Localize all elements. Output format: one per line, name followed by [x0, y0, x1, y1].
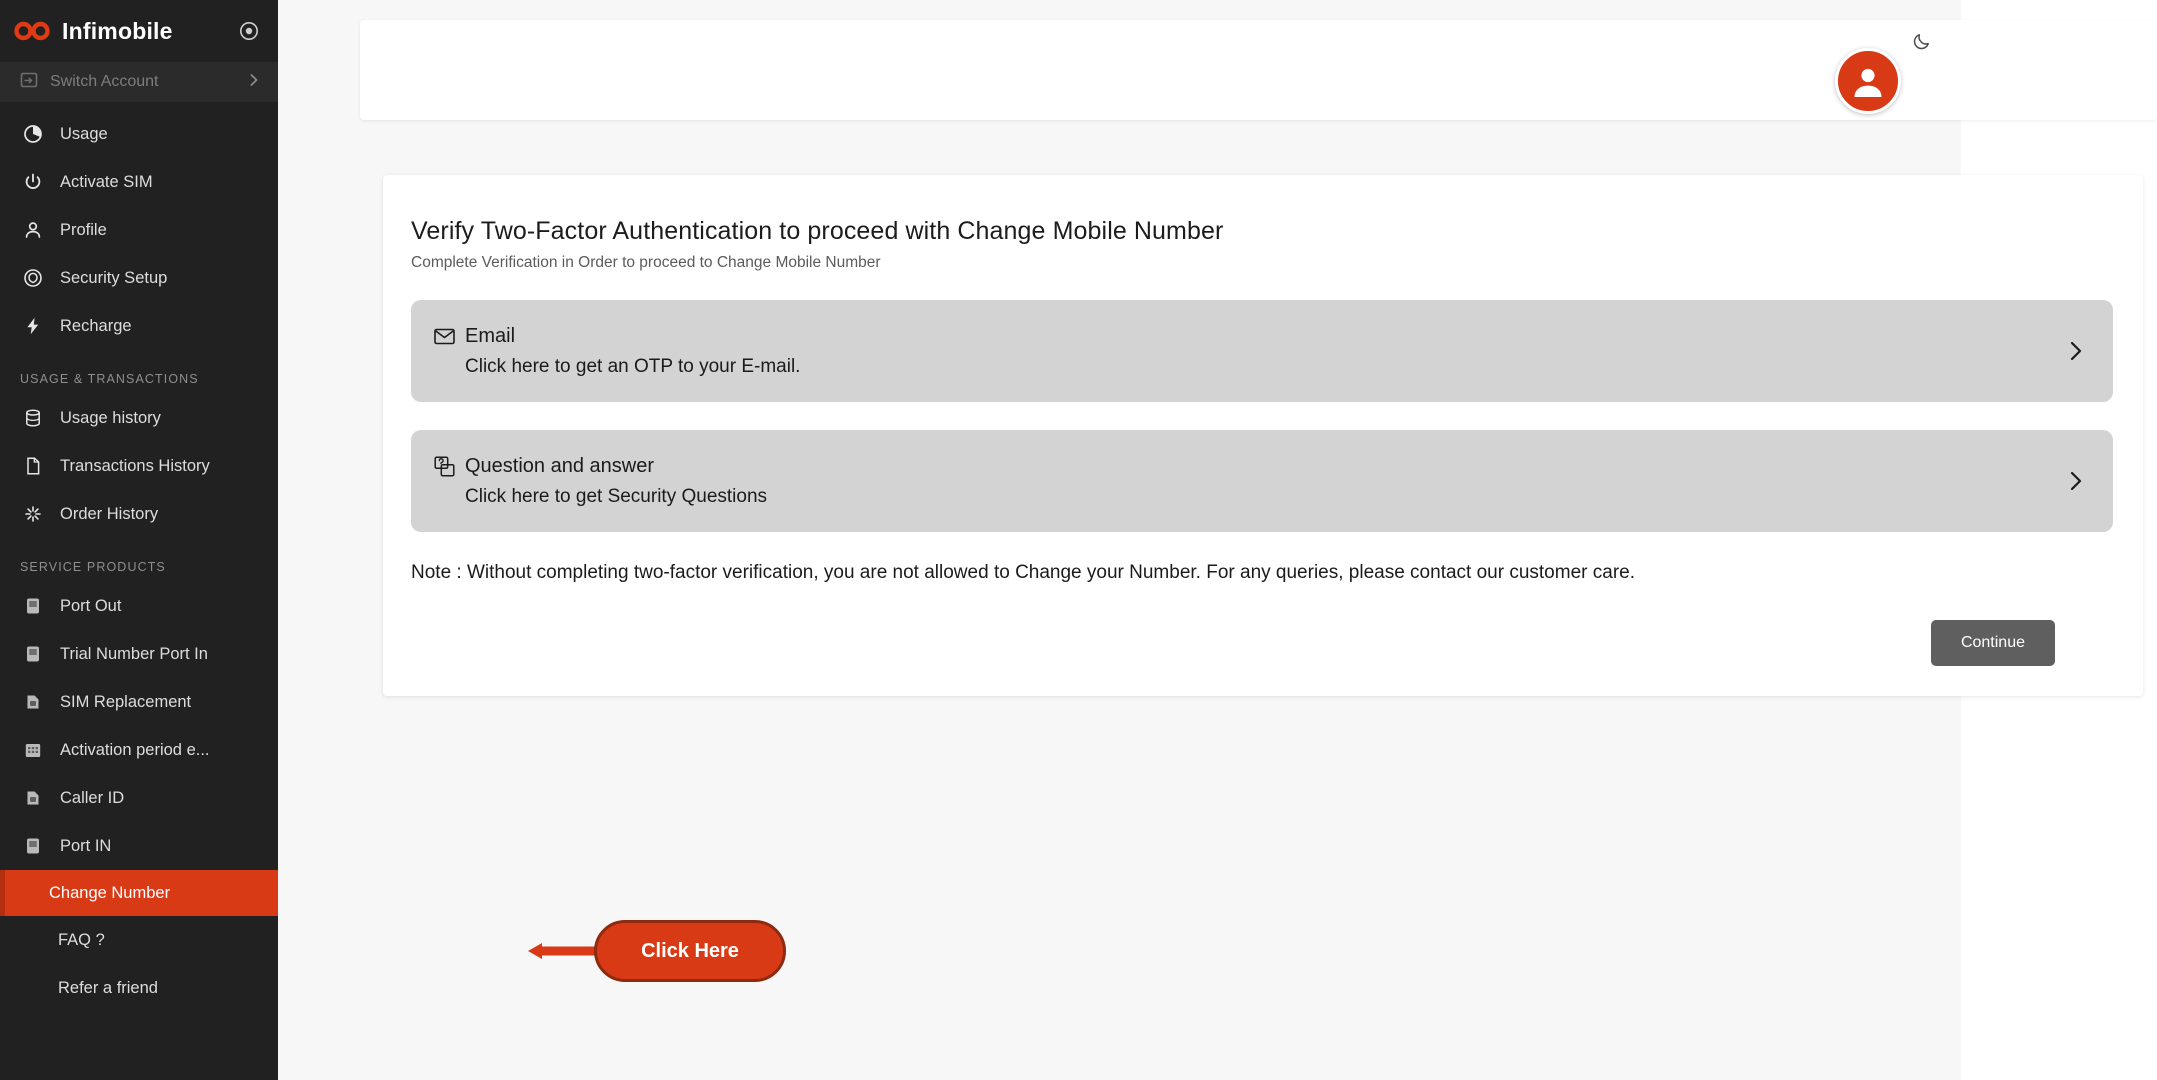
sidebar	[0, 0, 278, 1080]
page-title: Verify Two-Factor Authentication to proceed with Change Mobile Number	[411, 217, 1224, 245]
switch-account-label: Switch Account	[50, 73, 159, 90]
sidebar-item-label: Usage history	[60, 408, 161, 427]
database-icon	[22, 407, 44, 429]
verification-note: Note : Without completing two-factor verification, you are not allowed to Change your Number. For any queries, please contact our customer care.	[411, 562, 1635, 583]
power-icon	[22, 171, 44, 193]
calendar-icon	[22, 739, 44, 761]
brand-name: Infimobile	[62, 17, 173, 44]
main-content	[278, 0, 2025, 1080]
sidebar-item-label: Usage	[60, 124, 108, 143]
sidebar-item-label: Change Number	[49, 883, 171, 902]
continue-button[interactable]: Continue	[1931, 620, 2055, 666]
option-email-title: Email	[465, 324, 516, 347]
option-email-body	[433, 325, 2063, 378]
sidebar-item-label: SIM Replacement	[60, 692, 192, 711]
sidebar-item-profile[interactable]	[0, 206, 278, 254]
click-here-callout	[594, 920, 786, 982]
sidebar-item-faq[interactable]	[0, 916, 278, 964]
chevron-right-icon	[248, 73, 260, 92]
card-actions	[411, 620, 2113, 666]
sidebar-nav	[0, 102, 278, 1012]
port-in-icon	[22, 643, 44, 665]
sidebar-item-usage-history[interactable]	[0, 394, 278, 442]
sidebar-item-activate-sim[interactable]	[0, 158, 278, 206]
callout-label: Click Here	[641, 939, 739, 962]
sidebar-item-label: Transactions History	[60, 456, 210, 475]
sidebar-item-label: Profile	[60, 220, 107, 239]
switch-account-icon	[20, 71, 38, 94]
sidebar-item-label: Caller ID	[60, 788, 125, 807]
port-out-icon	[22, 595, 44, 617]
sidebar-item-recharge[interactable]	[0, 302, 278, 350]
bolt-icon	[22, 315, 44, 337]
sidebar-item-label: Activation period e...	[60, 740, 210, 759]
sidebar-item-activation-period[interactable]	[0, 726, 278, 774]
sidebar-item-transactions-history[interactable]	[0, 442, 278, 490]
option-question-and-answer[interactable]	[411, 430, 2113, 532]
sidebar-item-port-in[interactable]	[0, 822, 278, 870]
target-icon[interactable]	[238, 20, 260, 42]
chevron-right-icon	[2063, 468, 2089, 494]
sidebar-item-port-out[interactable]	[0, 582, 278, 630]
sidebar-section-service-products: SERVICE PRODUCTS	[20, 560, 166, 574]
question-answer-icon	[433, 455, 455, 477]
sim-card-icon	[22, 691, 44, 713]
sidebar-item-label: FAQ ?	[58, 930, 105, 949]
sidebar-item-security-setup[interactable]	[0, 254, 278, 302]
sparkle-icon	[22, 503, 44, 525]
infinity-icon	[14, 18, 50, 44]
dark-mode-moon-icon[interactable]	[1911, 30, 1933, 52]
port-in-icon	[22, 835, 44, 857]
document-icon	[22, 455, 44, 477]
sidebar-item-label: Order History	[60, 504, 159, 523]
shield-icon	[22, 267, 44, 289]
sidebar-item-label: Security Setup	[60, 268, 168, 287]
option-email[interactable]	[411, 300, 2113, 402]
sidebar-item-switch-account[interactable]	[0, 62, 278, 102]
option-qa-title: Question and answer	[465, 454, 655, 477]
envelope-icon	[433, 325, 455, 347]
sidebar-item-trial-number-port-in[interactable]	[0, 630, 278, 678]
sidebar-item-caller-id[interactable]	[0, 774, 278, 822]
usage-pie-icon	[22, 123, 44, 145]
option-email-description: Click here to get an OTP to your E-mail.	[465, 355, 801, 377]
brand-row	[0, 0, 278, 62]
chevron-right-icon	[2063, 338, 2089, 364]
sidebar-item-label: Refer a friend	[58, 978, 158, 997]
option-qa-head	[433, 455, 2063, 478]
sidebar-item-order-history[interactable]	[0, 490, 278, 538]
sidebar-item-usage[interactable]	[0, 110, 278, 158]
sidebar-item-label: Trial Number Port In	[60, 644, 208, 663]
option-qa-body	[433, 455, 2063, 508]
sidebar-item-refer-a-friend[interactable]	[0, 964, 278, 1012]
sidebar-item-label: Recharge	[60, 316, 132, 335]
sidebar-item-label: Port IN	[60, 836, 112, 855]
sidebar-item-label: Port Out	[60, 596, 122, 615]
option-qa-description: Click here to get Security Questions	[465, 485, 768, 507]
two-factor-card	[383, 175, 2143, 696]
caller-id-icon	[22, 787, 44, 809]
sidebar-section-usage-transactions: USAGE & TRANSACTIONS	[20, 372, 199, 386]
sidebar-item-label: Activate SIM	[60, 172, 153, 191]
option-email-head	[433, 325, 2063, 348]
sidebar-item-sim-replacement[interactable]	[0, 678, 278, 726]
sidebar-item-change-number[interactable]	[0, 870, 278, 916]
user-avatar-icon[interactable]	[1835, 48, 1901, 114]
person-icon	[22, 219, 44, 241]
page-subtitle: Complete Verification in Order to proceed to Change Mobile Number	[411, 254, 881, 271]
